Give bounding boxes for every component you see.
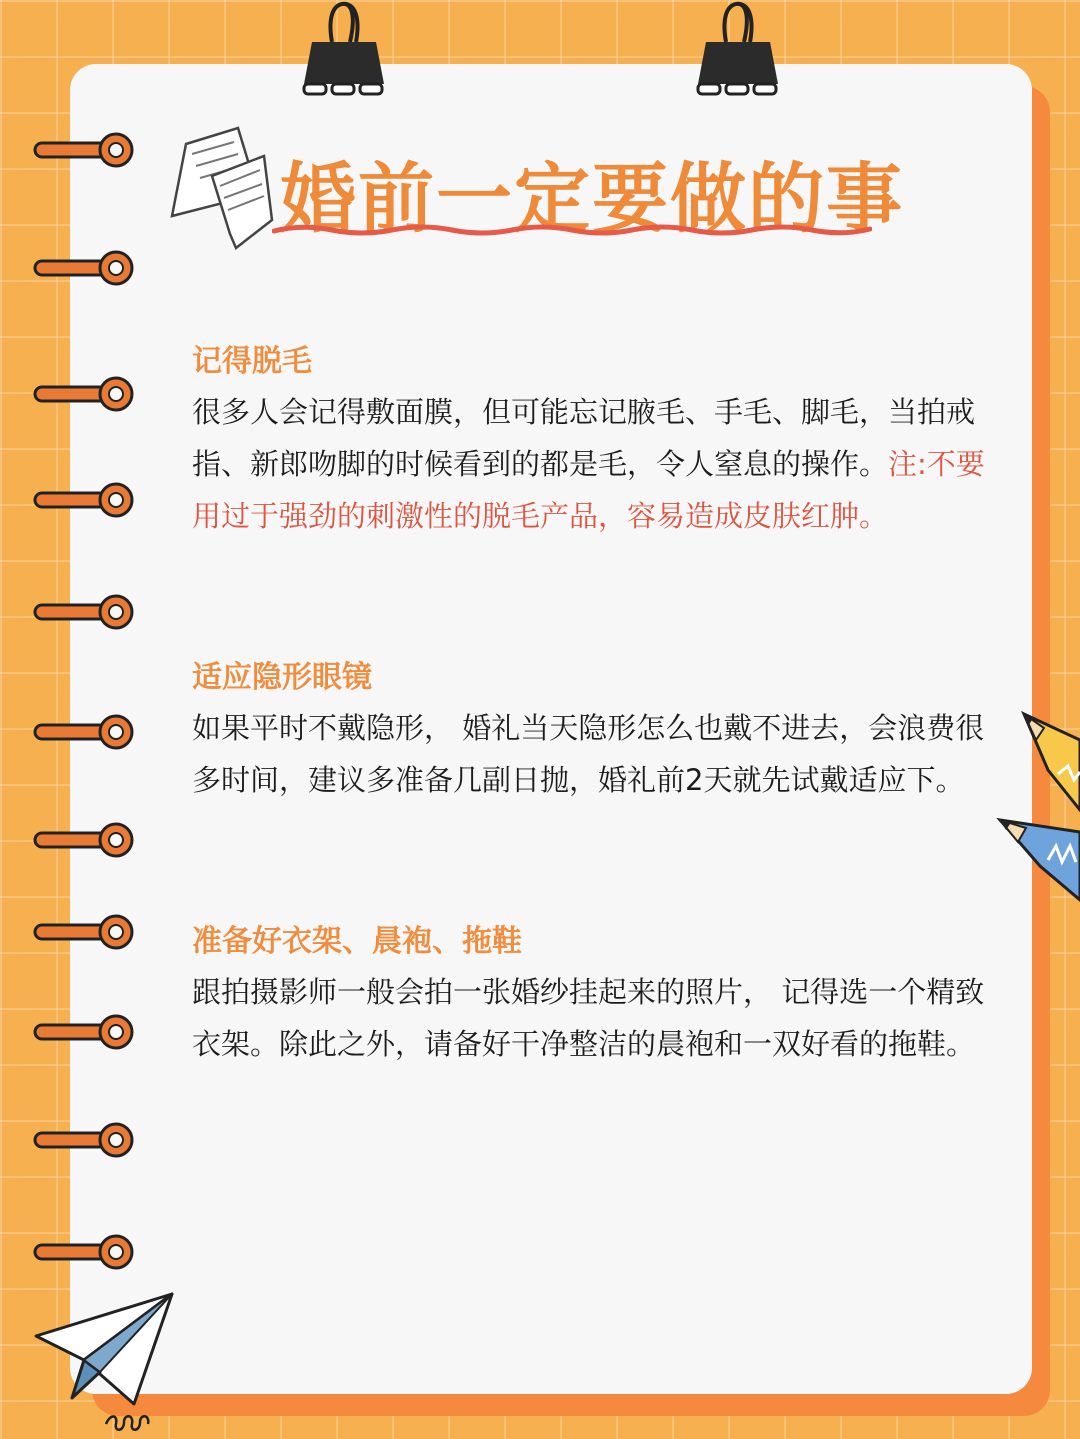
page-title: 婚前一定要做的事 xyxy=(280,154,904,243)
spiral-ring-icon xyxy=(32,592,136,632)
section-body xyxy=(192,386,992,542)
section-contact-lenses xyxy=(192,658,992,806)
section-heading: 准备好衣架、晨袍、拖鞋 xyxy=(192,924,522,959)
spiral-ring-icon xyxy=(32,1120,136,1160)
section-hanger-robe-slippers xyxy=(192,922,992,1070)
spiral-ring-icon xyxy=(32,130,136,170)
spiral-ring-icon xyxy=(32,1012,136,1052)
section-body-text: 跟拍摄影师一般会拍一张婚纱挂起来的照片， 记得选一个精致衣架。除此之外，请备好干净整洁的晨袍和一双好看的拖鞋。 xyxy=(192,975,985,1061)
section-body xyxy=(192,966,992,1070)
section-body xyxy=(192,702,992,806)
section-note: 注:不要用过于强劲的刺激性的脱毛产品，容易造成皮肤红肿。 xyxy=(192,447,985,533)
spiral-ring-icon xyxy=(32,1232,136,1272)
binder-clip-icon xyxy=(692,0,784,98)
section-body-text: 如果平时不戴隐形， 婚礼当天隐形怎么也戴不进去，会浪费很多时间，建议多准备几副日抛，婚礼前2天就先试戴适应下。 xyxy=(192,711,985,797)
title-underline xyxy=(272,222,872,236)
section-hair-removal xyxy=(192,342,992,542)
spiral-ring-icon xyxy=(32,480,136,520)
paper-plane-icon xyxy=(30,1290,180,1410)
pencil-icon xyxy=(996,700,1080,910)
section-heading: 适应隐形眼镜 xyxy=(192,660,372,695)
squiggle-doodle xyxy=(102,1410,162,1436)
spiral-ring-icon xyxy=(32,248,136,288)
binder-clip-icon xyxy=(298,0,390,98)
title-block xyxy=(272,138,904,248)
spiral-ring-icon xyxy=(32,374,136,414)
spiral-ring-icon xyxy=(32,912,136,952)
paper-sheets-icon xyxy=(168,124,276,252)
section-heading: 记得脱毛 xyxy=(192,344,312,379)
section-body-text: 很多人会记得敷面膜，但可能忘记腋毛、手毛、脚毛，当拍戒指、新郎吻脚的时候看到的都是毛，令人窒息的操作。 xyxy=(192,395,976,481)
spiral-ring-icon xyxy=(32,712,136,752)
spiral-ring-icon xyxy=(32,820,136,860)
